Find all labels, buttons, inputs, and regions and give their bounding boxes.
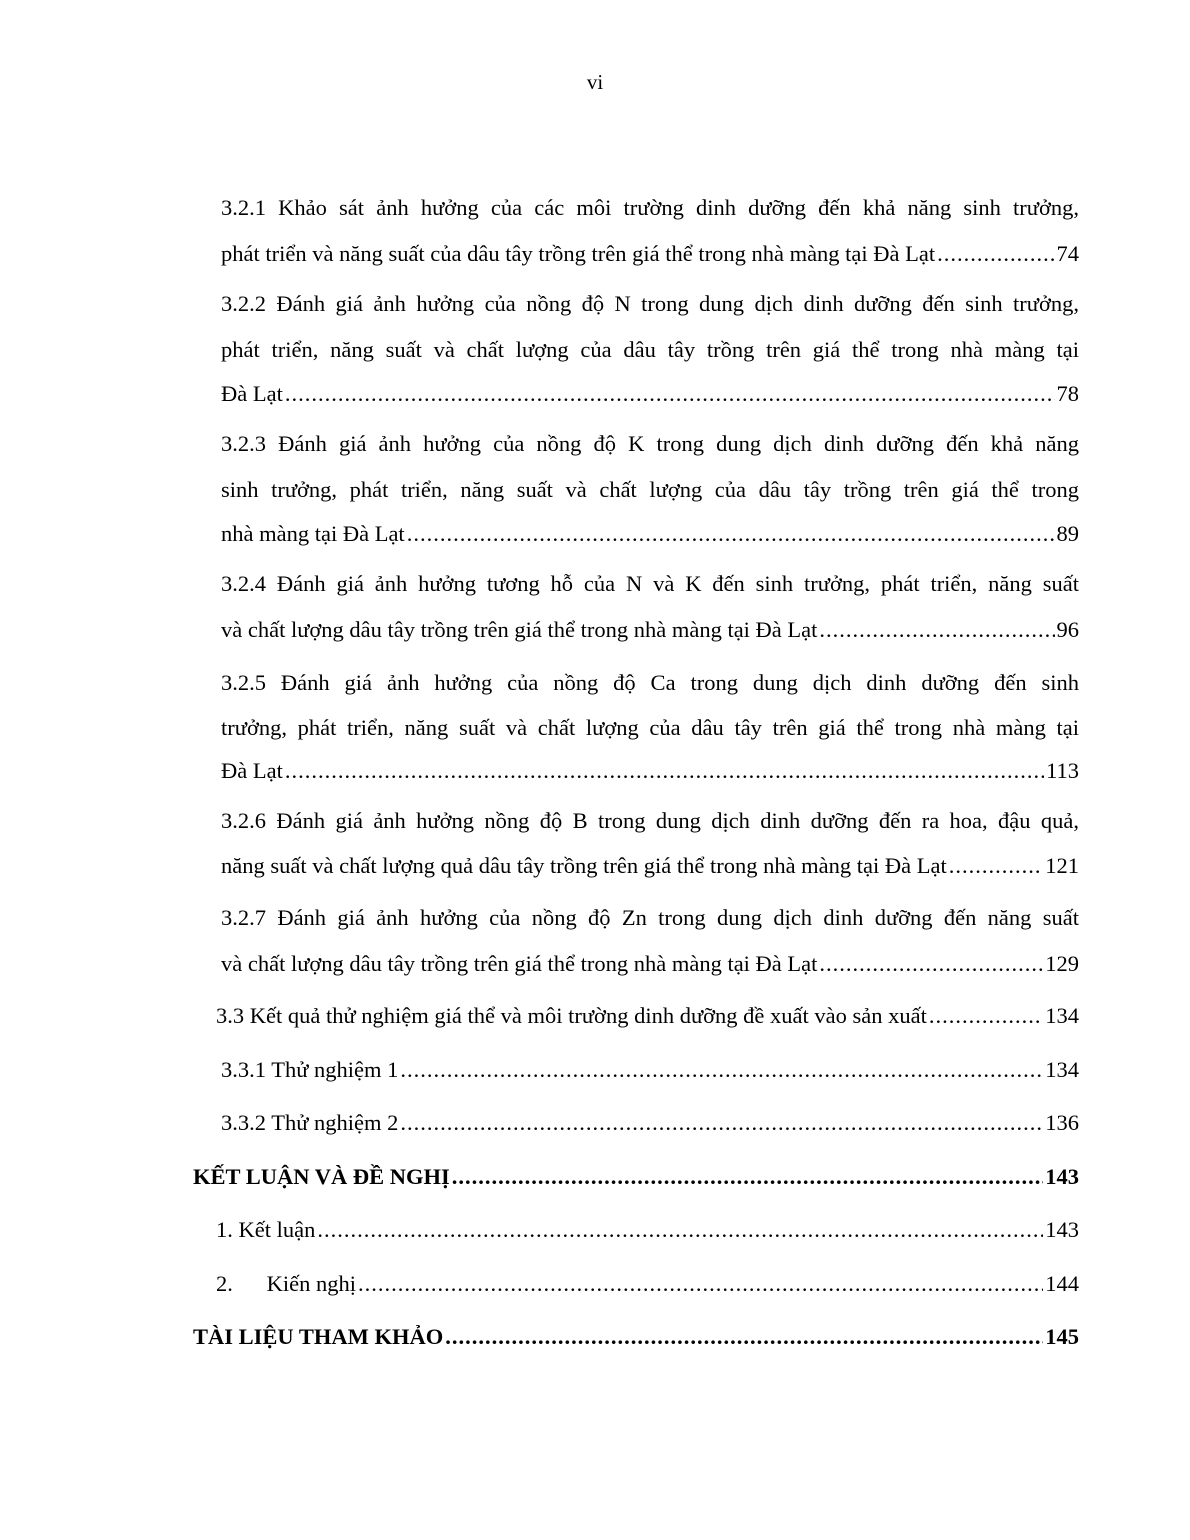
toc-line: 3.2.1 Khảo sát ảnh hưởng của các môi trường dinh dưỡng đến khả năng sinh trưởng, — [221, 195, 1079, 220]
dot-leader — [819, 948, 1043, 980]
toc-line: phát triển, năng suất và chất lượng của dâu tây trồng trên giá thể trong nhà màng tại — [221, 337, 1079, 362]
dot-leader — [400, 1107, 1043, 1139]
dot-leader — [949, 850, 1044, 882]
toc-page: 144 — [1045, 1271, 1079, 1296]
toc-line-last — [221, 948, 1079, 980]
toc-line-last — [221, 614, 1079, 646]
toc-title: năng suất và chất lượng quả dâu tây trồng trên giá thể trong nhà màng tại Đà Lạt — [221, 853, 947, 878]
toc-line: 3.2.7 Đánh giá ảnh hưởng của nồng độ Zn trong dung dịch dinh dưỡng đến năng suất — [221, 905, 1079, 930]
toc-page: 134 — [1045, 1057, 1079, 1082]
toc-title: phát triển và năng suất của dâu tây trồng trên giá thể trong nhà màng tại Đà Lạt — [221, 241, 936, 266]
toc-page: 78 — [1056, 381, 1079, 406]
toc-line: 3.2.6 Đánh giá ảnh hưởng nồng độ B trong dung dịch dinh dưỡng đến ra hoa, đậu quả, — [221, 808, 1079, 833]
toc-line-last — [221, 378, 1079, 410]
toc-line-last — [193, 1161, 1079, 1193]
dot-leader — [445, 1321, 1043, 1353]
toc-page: 143 — [1045, 1164, 1079, 1189]
page-number: vi — [586, 70, 604, 94]
toc-line-last — [193, 1321, 1079, 1353]
toc-page: 134 — [1045, 1003, 1079, 1028]
toc-title: KẾT LUẬN VÀ ĐỀ NGHỊ — [193, 1164, 450, 1189]
toc-page: 121 — [1045, 853, 1079, 878]
toc-title: Đà Lạt — [221, 758, 283, 783]
toc-title: Đà Lạt — [221, 381, 283, 406]
toc-page: 74 — [1056, 241, 1079, 266]
toc-line: 3.2.5 Đánh giá ảnh hưởng của nồng độ Ca trong dung dịch dinh dưỡng đến sinh — [221, 670, 1079, 695]
toc-line-last — [221, 755, 1079, 787]
toc-page: 145 — [1045, 1324, 1079, 1349]
dot-leader — [937, 238, 1054, 270]
toc-page: 96 — [1056, 617, 1079, 642]
toc-title: 3.3.2 Thử nghiệm 2 — [221, 1110, 399, 1135]
dot-leader — [400, 1054, 1043, 1086]
toc-page: 129 — [1045, 951, 1079, 976]
dot-leader — [358, 1268, 1043, 1300]
toc-page: 113 — [1046, 758, 1079, 783]
toc-line: 3.2.4 Đánh giá ảnh hưởng tương hỗ của N và K đến sinh trưởng, phát triển, năng suất — [221, 571, 1079, 596]
toc-title: 2. Kiến nghị — [216, 1271, 356, 1296]
toc-line: trưởng, phát triển, năng suất và chất lượng của dâu tây trên giá thể trong nhà màng tại — [221, 715, 1079, 740]
toc-line-last — [221, 518, 1079, 550]
dot-leader — [285, 378, 1055, 410]
toc-title: nhà màng tại Đà Lạt — [221, 521, 405, 546]
toc-title: 3.3.1 Thử nghiệm 1 — [221, 1057, 399, 1082]
toc-line: sinh trưởng, phát triển, năng suất và chất lượng của dâu tây trồng trên giá thể trong — [221, 477, 1079, 502]
dot-leader — [929, 1000, 1043, 1032]
dot-leader — [407, 518, 1055, 550]
toc-line-last — [221, 850, 1079, 882]
toc-title: và chất lượng dâu tây trồng trên giá thể trong nhà màng tại Đà Lạt — [221, 951, 818, 976]
toc-title: và chất lượng dâu tây trồng trên giá thể trong nhà màng tại Đà Lạt — [221, 617, 818, 642]
dot-leader — [317, 1214, 1043, 1246]
dot-leader — [452, 1161, 1044, 1193]
dot-leader — [285, 755, 1044, 787]
toc-page: 143 — [1045, 1217, 1079, 1242]
dot-leader — [819, 614, 1054, 646]
toc-title: 3.3 Kết quả thử nghiệm giá thể và môi trường dinh dưỡng đề xuất vào sản xuất — [216, 1003, 927, 1028]
toc-page: 136 — [1045, 1110, 1079, 1135]
toc-line-last — [216, 1214, 1079, 1246]
toc-line-last — [221, 1054, 1079, 1086]
toc-line-last — [221, 238, 1079, 270]
toc-line-last — [221, 1107, 1079, 1139]
toc-title: TÀI LIỆU THAM KHẢO — [193, 1324, 444, 1349]
toc-line-last — [216, 1000, 1079, 1032]
toc-line: 3.2.2 Đánh giá ảnh hưởng của nồng độ N trong dung dịch dinh dưỡng đến sinh trưởng, — [221, 291, 1079, 316]
toc-line-last — [216, 1268, 1079, 1300]
toc-title: 1. Kết luận — [216, 1217, 316, 1242]
toc-line: 3.2.3 Đánh giá ảnh hưởng của nồng độ K trong dung dịch dinh dưỡng đến khả năng — [221, 431, 1079, 456]
toc-page: 89 — [1056, 521, 1079, 546]
